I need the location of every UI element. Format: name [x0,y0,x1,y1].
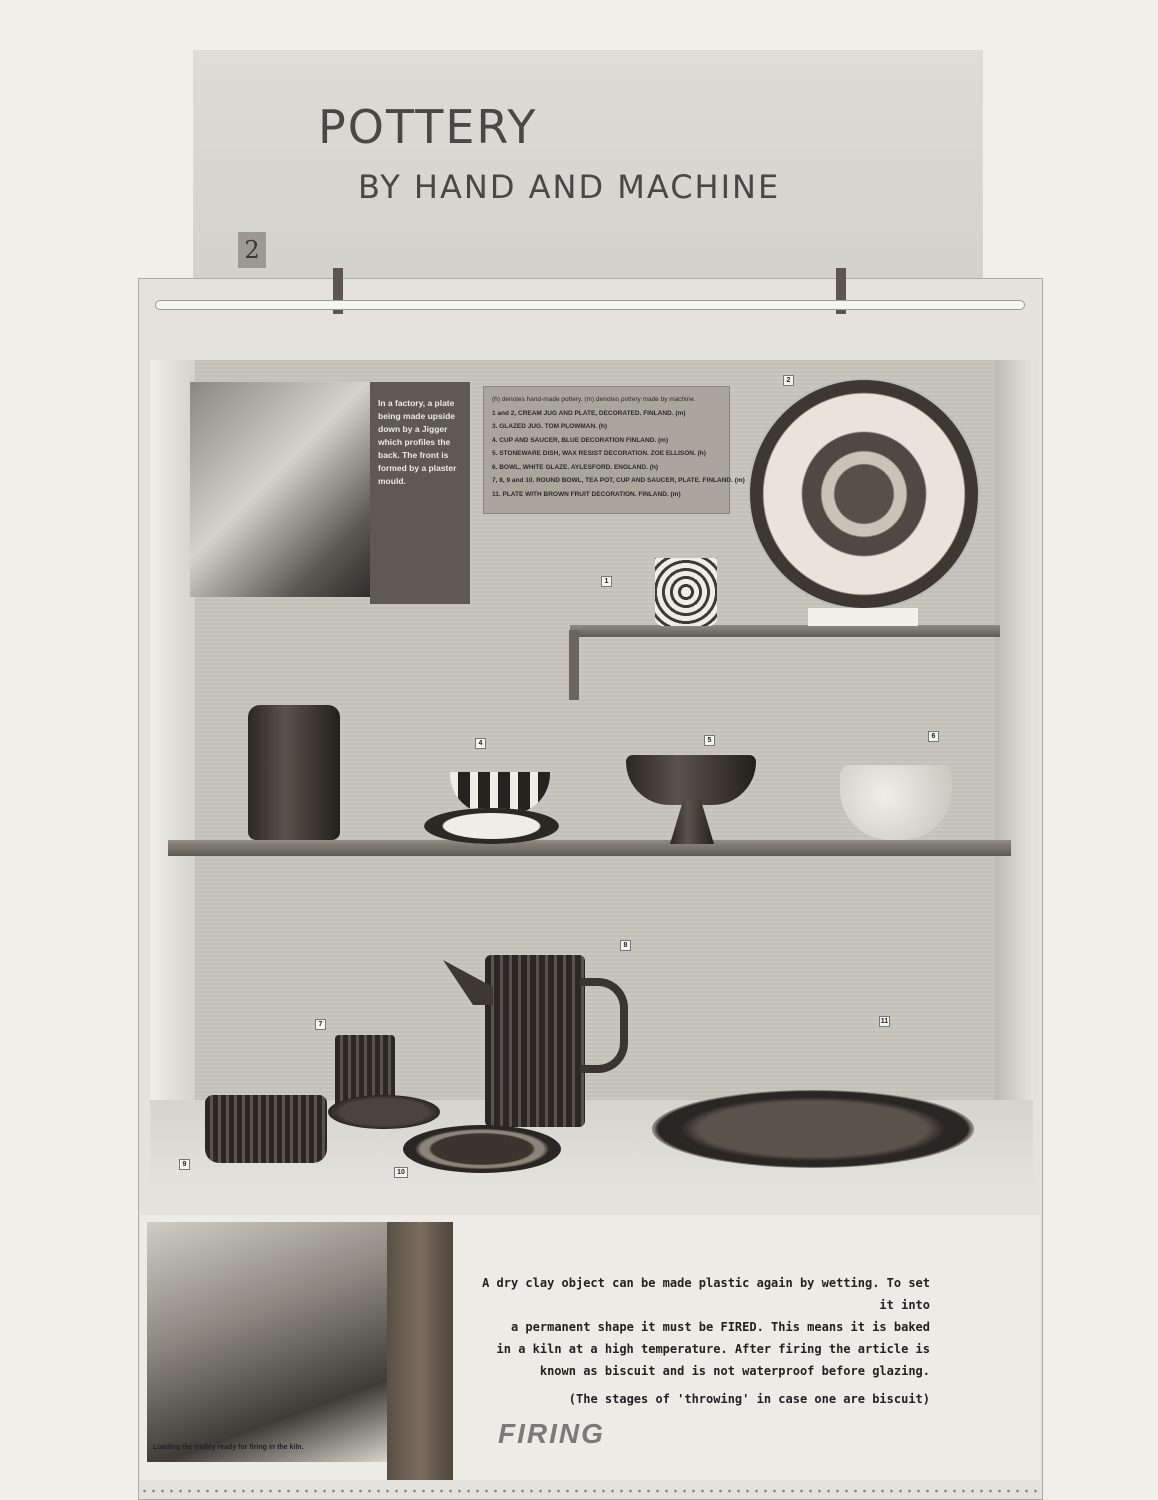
stoneware-dish [626,755,756,805]
decorated-plate [748,378,980,610]
description-line: A dry clay object can be made plastic again by wetting. To set it into [482,1276,930,1312]
small-plate [403,1125,561,1173]
kiln-photo-caption: Loading the trolley ready for firing in the kiln. [153,1444,304,1451]
saucer [424,808,559,844]
description-line: in a kiln at a high temperature. After firing the article is [496,1342,930,1356]
rail [155,300,1025,310]
left-side [150,360,195,1190]
legend-item: 5. STONEWARE DISH, WAX RESIST DECORATION. ZOE ELLISON. (h) [492,450,706,457]
sign-subtitle: BY HAND AND MACHINE [358,168,781,206]
perforated-strip [140,1488,1040,1494]
legend-item: 4. CUP AND SAUCER, BLUE DECORATION FINLAND. (m) [492,436,669,444]
legend-item: 3. GLAZED JUG. TOM PLOWMAN. (h) [492,423,608,430]
firing-heading: FIRING [498,1418,605,1449]
firing-description [480,1272,930,1410]
middle-shelf [168,840,1011,856]
plate-stand [808,608,918,626]
item-label: 9 [179,1159,190,1170]
shelf-bracket [569,630,579,700]
factory-photo-caption: In a factory, a plate being made upside down by a Jigger which profiles the back. The front is formed by a plaster mould. [370,382,470,604]
description-line: a permanent shape it must be FIRED. This means it is baked [510,1320,930,1334]
kiln-photo [147,1222,387,1462]
legend-item: 6. BOWL, WHITE GLAZE. AYLESFORD. ENGLAND. (h) [492,463,658,471]
legend-board [483,386,745,514]
legend-header: (h) denotes hand-made pottery. (m) denotes pottery made by machine. [492,396,696,403]
cream-jug [655,558,717,626]
item-label: 5 [704,735,715,746]
round-bowl [205,1095,327,1163]
case-number: 2 [238,232,266,268]
tea-pot [485,955,585,1127]
legend-item: 11. PLATE WITH BROWN FRUIT DECORATION. FINLAND. (m) [492,490,681,498]
item-label: 11 [880,1018,889,1025]
glazed-jug [248,705,340,840]
item-label: 6 [928,731,939,742]
item-label: 7 [315,1019,326,1030]
description-line: known as biscuit and is not waterproof before glazing. [539,1364,930,1378]
title-sign [193,50,983,280]
saucer [328,1095,440,1129]
item-label: 4 [475,738,486,749]
legend-item: 1 and 2, CREAM JUG AND PLATE, DECORATED. FINLAND. (m) [492,409,686,417]
right-side [995,360,1033,1190]
item-label: 1 [601,576,612,587]
top-shelf [570,625,1000,637]
wood-strip [387,1222,453,1480]
tea-pot-handle [580,978,628,1073]
item-label: 8 [620,940,631,951]
large-plate [652,1090,974,1168]
description-note: (The stages of 'throwing' in case one are biscuit) [568,1392,930,1406]
legend-item: 7, 8, 9 and 10. ROUND BOWL, TEA POT, CUP AND SAUCER, PLATE. FINLAND. (m) [492,477,745,484]
item-label: 10 [394,1167,408,1178]
sign-title: POTTERY [318,100,538,154]
factory-photo [190,382,370,597]
item-label: 2 [783,375,794,386]
